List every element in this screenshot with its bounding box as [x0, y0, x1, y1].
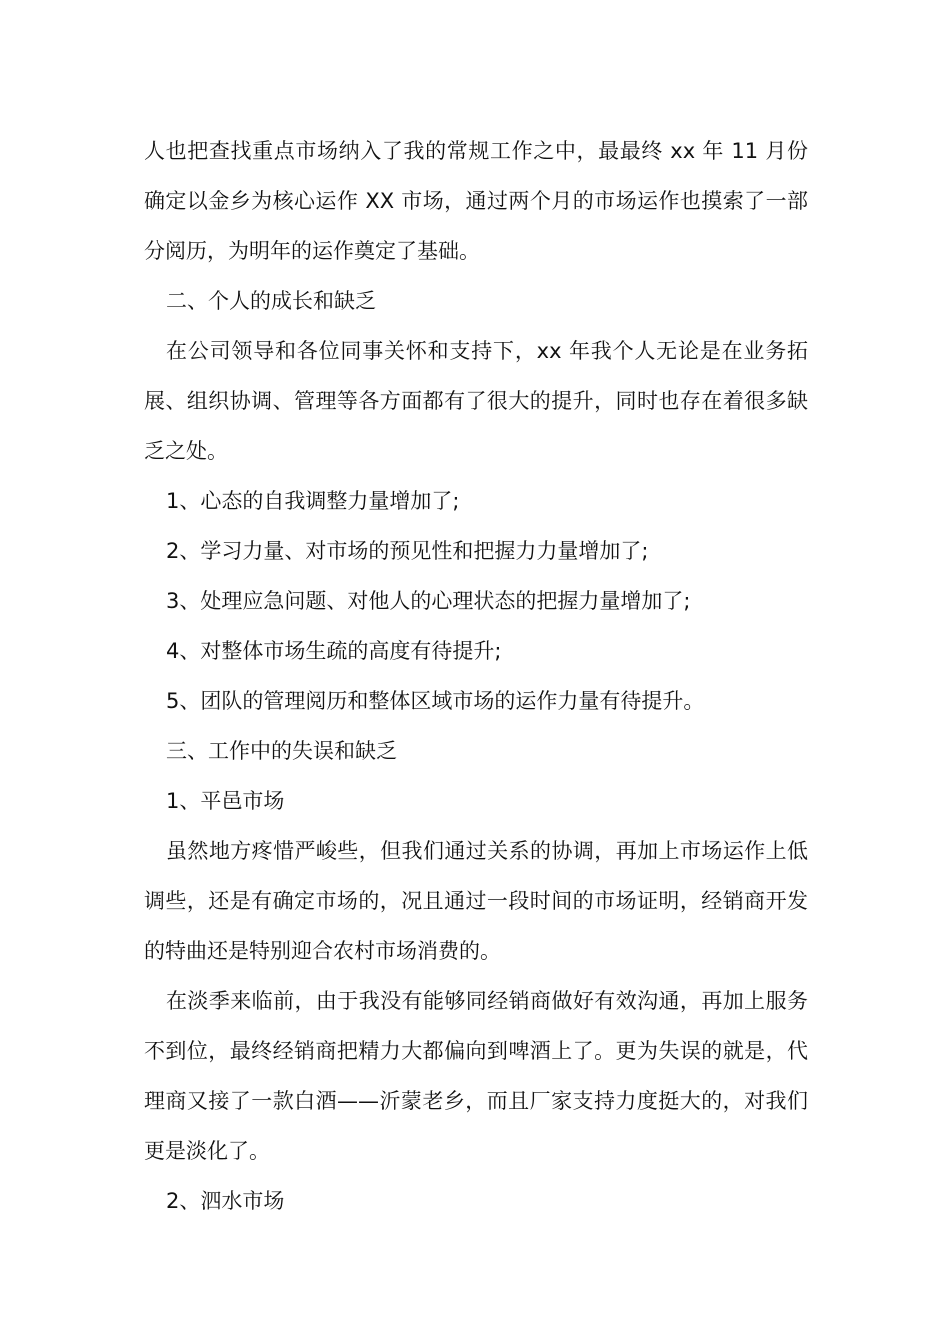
paragraph-pingyi-2: 在淡季来临前，由于我没有能够同经销商做好有效沟通，再加上服务不到位，最终经销商把精力大都偏向到啤酒上了。更为失误的就是，代理商又接了一款白酒——沂蒙老乡，而且厂家支持力度挺大的，对我们更是淡化了。	[144, 989, 808, 1163]
section-heading-mistakes: 三、工作中的失误和缺乏	[166, 739, 397, 763]
list-item-4: 4、对整体市场生疏的高度有待提升;	[166, 639, 502, 663]
list-item-2: 2、学习力量、对市场的预见性和把握力力量增加了;	[166, 539, 649, 563]
list-item-1: 1、心态的自我调整力量增加了;	[166, 489, 460, 513]
section-heading-personal-growth: 二、个人的成长和缺乏	[166, 289, 376, 313]
list-item-3: 3、处理应急问题、对他人的心理状态的把握力量增加了;	[166, 589, 691, 613]
paragraph-continued-intro: 人也把查找重点市场纳入了我的常规工作之中，最最终 xx 年 11 月份确定以金乡为核心运作 XX 市场，通过两个月的市场运作也摸索了一部分阅历，为明年的运作奠定了基础。	[144, 139, 808, 263]
document-body	[144, 126, 808, 1226]
paragraph-pingyi-1: 虽然地方疼惜严峻些，但我们通过关系的协调，再加上市场运作上低调些，还是有确定市场的，况且通过一段时间的市场证明，经销商开发的特曲还是特别迎合农村市场消费的。	[144, 839, 808, 963]
subheading-sishui-market: 2、泗水市场	[166, 1189, 285, 1213]
subheading-pingyi-market: 1、平邑市场	[166, 789, 285, 813]
paragraph-personal-growth: 在公司领导和各位同事关怀和支持下，xx 年我个人无论是在业务拓展、组织协调、管理等各方面都有了很大的提升，同时也存在着很多缺乏之处。	[144, 339, 808, 463]
list-item-5: 5、团队的管理阅历和整体区域市场的运作力量有待提升。	[166, 689, 705, 713]
